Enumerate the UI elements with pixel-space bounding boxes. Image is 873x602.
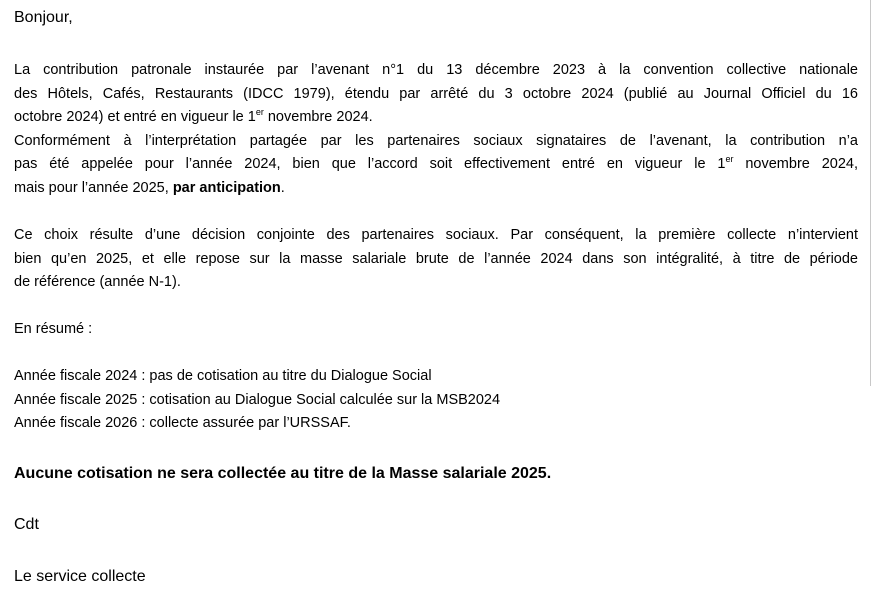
paragraph1-line5: pas été appelée pour l’année 2024, bien que l’accord soit effectivement entré en vigueur le 1er novembre 2024, bbox=[14, 154, 858, 172]
summary-item: Année fiscale 2025 : cotisation au Dialogue Social calculée sur la MSB2024 bbox=[14, 392, 501, 408]
paragraph1-line4: Conformément à l’interprétation partagée par les partenaires sociaux signataires de l’avenant, la contribution n’a bbox=[14, 132, 858, 149]
bold-statement: Aucune cotisation ne sera collectée au titre de la Masse salariale 2025. bbox=[14, 465, 552, 482]
paragraph1-line6: mais pour l’année 2025, par anticipation. bbox=[14, 179, 285, 196]
summary-item: Année fiscale 2024 : pas de cotisation au titre du Dialogue Social bbox=[14, 368, 432, 384]
paragraph1-line2: des Hôtels, Cafés, Restaurants (IDCC 1979), étendu par arrêté du 3 octobre 2024 (publié au Journal Officiel du 16 bbox=[14, 85, 858, 102]
scrollbar-divider bbox=[870, 0, 871, 386]
greeting: Bonjour, bbox=[14, 9, 73, 26]
closing: Cdt bbox=[14, 516, 39, 533]
anticipation-emphasis: par anticipation bbox=[172, 179, 281, 196]
paragraph1-line1: La contribution patronale instaurée par l’avenant n°1 du 13 décembre 2023 à la convention collective nationale bbox=[14, 62, 858, 78]
paragraph1-line3: octobre 2024) et entré en vigueur le 1er novembre 2024. bbox=[14, 107, 373, 125]
summary-item: Année fiscale 2026 : collecte assurée par l’URSSAF. bbox=[14, 415, 351, 431]
paragraph2-line2: bien qu’en 2025, et elle repose sur la masse salariale brute de l’année 2024 dans son intégralité, à titre de période bbox=[14, 250, 858, 267]
paragraph2-line1: Ce choix résulte d’une décision conjointe des partenaires sociaux. Par conséquent, la première collecte n’intervient bbox=[14, 227, 858, 243]
summary-heading: En résumé : bbox=[14, 321, 93, 337]
paragraph2-line3: de référence (année N-1). bbox=[14, 274, 181, 290]
signature: Le service collecte bbox=[14, 568, 146, 585]
